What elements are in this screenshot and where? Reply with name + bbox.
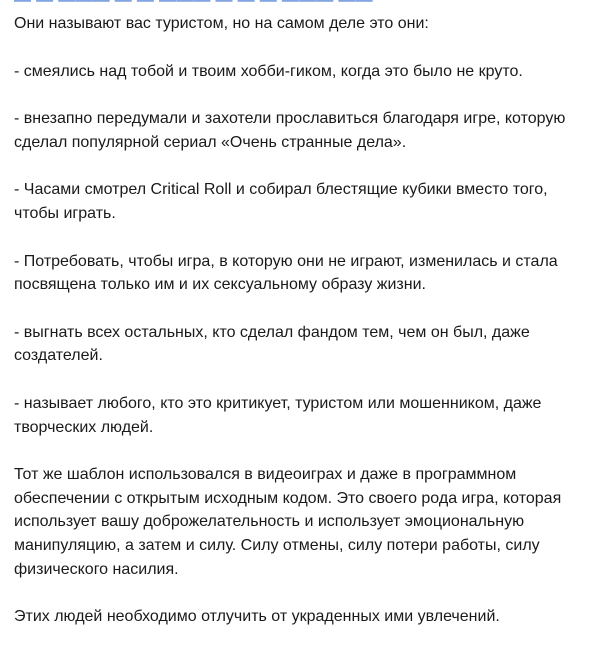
paragraph-intro: Они называют вас туристом, но на самом деле это они: — [14, 15, 429, 32]
list-item-critical-role: - Часами смотрел Critical Roll и собирал блестящие кубики вместо того, чтобы играть. — [14, 181, 548, 222]
list-item-demand-change: - Потребовать, чтобы игра, в которую они не играют, изменилась и стала посвящена только им и их сексуальному образу жизни. — [14, 252, 558, 294]
list-item-call-tourist: - называет любого, кто это критикует, туристом или мошенником, даже творческих людей. — [14, 394, 542, 436]
cut-off-link-label[interactable] — [14, 0, 374, 3]
paragraph-conclusion: Этих людей необходимо отлучить от украденных ими увлечений. — [14, 608, 500, 626]
list-item-laughed: - смеялись над тобой и твоим хобби-гиком, когда это было не круто. — [14, 62, 523, 80]
list-item-kick-out: - выгнать всех остальных, кто сделал фандом тем, чем он был, даже создателей. — [14, 323, 530, 365]
list-item-changed-mind: - внезапно передумали и захотели прославиться благодаря игре, которую сделал популярной сериал «Очень странные дела». — [14, 110, 566, 151]
paragraph-same-pattern: Тот же шаблон использовался в видеоиграх и даже в программном обеспечении с открытым исходным кодом. Это своего рода игра, которая использует вашу доброжелательность и использует эмоциональную манипуляцию, а затем и силу. Силу отмены, силу потери работы, силу физического насилия. — [14, 466, 562, 578]
post-body — [14, 12, 579, 629]
cut-off-link-text[interactable] — [14, 0, 374, 3]
